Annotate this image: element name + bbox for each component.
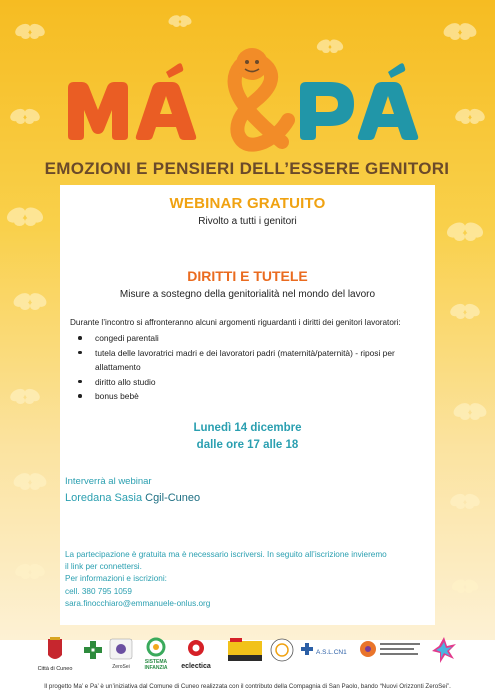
ma-pa-logo — [0, 30, 495, 180]
topic-list — [74, 331, 429, 404]
svg-text:Città di Cuneo: Città di Cuneo — [37, 666, 73, 672]
content-card — [60, 185, 435, 625]
speaker — [65, 492, 200, 504]
butterfly-icon — [444, 219, 485, 241]
info-line: Per informazioni e iscrizioni: — [65, 574, 167, 584]
list-item: diritto allo studio — [74, 375, 429, 390]
list-item: tutela delle lavoratrici madri e dei lavoratori padri (maternità/paternità) - riposi per allattamento — [74, 346, 429, 375]
info-line: La partecipazione è gratuita ma è necessario iscriversi. In seguito all’iscrizione invieremo — [65, 550, 387, 559]
butterfly-icon — [448, 491, 482, 509]
email-address[interactable]: sara.finocchiaro@emmanuele-onlus.org — [65, 598, 211, 608]
butterfly-icon — [4, 204, 45, 226]
event-date: Lunedì 14 dicembre — [193, 422, 302, 434]
green-cross-logo — [84, 641, 102, 659]
footer-text: Il progetto Ma’ e Pa’ è un’iniziativa dal Comune di Cuneo realizzata con il contributo della Compagnia di San Paolo, bando “Nuovi Orizzonti ZeroSei”. — [44, 683, 451, 690]
tagline: EMOZIONI E PENSIERI DELL’ESSERE GENITORI — [44, 159, 450, 178]
eclectica-logo — [181, 640, 211, 670]
round-logo — [271, 639, 293, 661]
butterfly-icon — [13, 561, 47, 579]
partner-logos — [0, 635, 495, 675]
speaker-name: Loredana Sasia — [65, 492, 143, 504]
section-title: DIRITTI E TUTELE — [187, 268, 308, 284]
info-line: il link per connettersi. — [65, 562, 142, 572]
butterfly-icon — [451, 400, 489, 420]
speaker-organization: Cgil-Cuneo — [145, 492, 201, 504]
butterfly-icon — [11, 470, 49, 490]
butterfly-icon — [450, 577, 480, 593]
svg-text:eclectica: eclectica — [181, 663, 211, 670]
speaker-label: Interverrà al webinar — [65, 476, 152, 487]
zerosei-logo — [110, 639, 132, 670]
list-item: congedi parentali — [74, 331, 429, 346]
webinar-title: WEBINAR GRATUITO — [169, 195, 326, 212]
emmanuele-logo — [228, 638, 262, 661]
svg-text:INFANZIA: INFANZIA — [144, 665, 168, 671]
webinar-subtitle: Rivolto a tutti i genitori — [198, 216, 297, 227]
registration-info — [65, 549, 433, 610]
butterfly-icon — [8, 386, 42, 404]
butterfly-icon — [167, 13, 193, 27]
svg-text:A.S.L.CN1: A.S.L.CN1 — [316, 649, 347, 656]
svg-text:ZeroSei: ZeroSei — [112, 664, 130, 670]
section-subtitle: Misure a sostegno della genitorialità nel mondo del lavoro — [119, 289, 376, 300]
star-logo — [432, 637, 456, 663]
svg-text:SISTEMA: SISTEMA — [144, 659, 168, 665]
citta-di-cuneo-logo — [38, 637, 73, 672]
consultorio-logo — [360, 641, 420, 657]
butterfly-icon — [448, 301, 482, 319]
list-item: bonus bebè — [74, 389, 429, 404]
intro-text: Durante l’incontro si affronteranno alcuni argomenti riguardanti i diritti dei genitori lavoratori: — [70, 318, 401, 327]
asl-cn1-logo — [301, 643, 347, 656]
butterfly-icon — [11, 290, 49, 310]
phone-number: cell. 380 795 1059 — [65, 586, 132, 596]
event-time: dalle ore 17 alle 18 — [196, 439, 299, 451]
sistema-infanzia-logo — [144, 639, 167, 671]
